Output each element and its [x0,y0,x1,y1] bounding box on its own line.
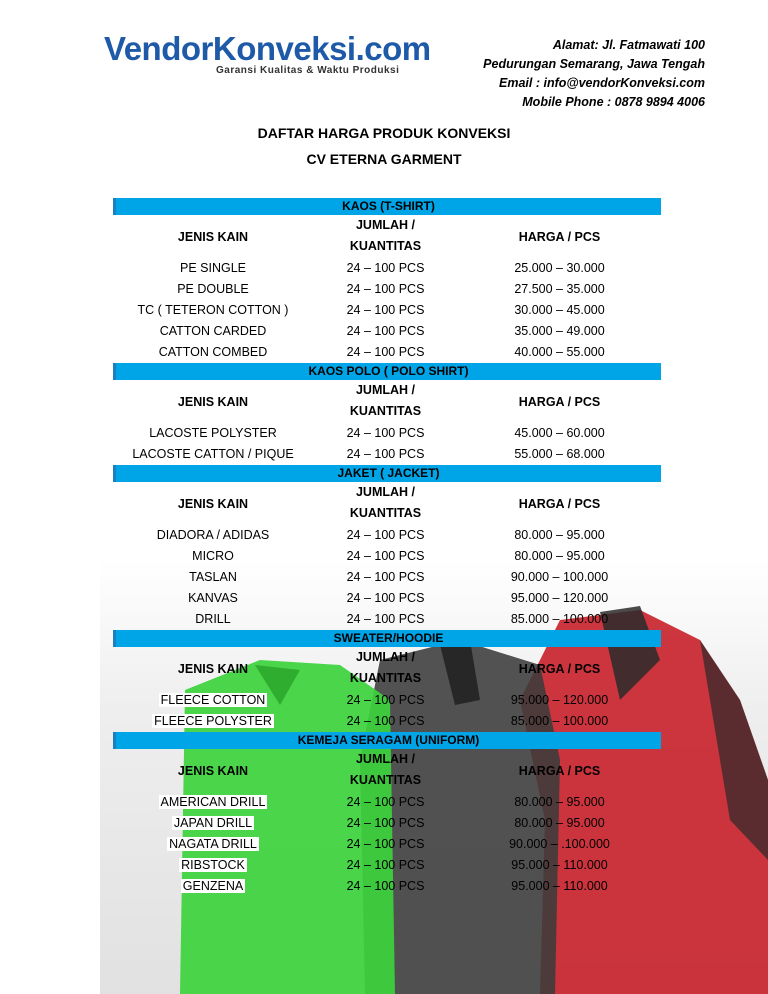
section-header: KAOS POLO ( POLO SHIRT) [113,363,661,380]
fabric-name: CATTON COMBED [158,345,268,359]
column-header-price: HARGA / PCS [518,661,601,676]
table-row [113,342,661,363]
price-cell: 90.000 – .100.000 [509,837,610,851]
address-line: Pedurungan Semarang, Jawa Tengah [483,57,705,71]
table-row [113,609,661,630]
quantity-cell: 24 – 100 PCS [346,714,425,728]
fabric-name: KANVAS [188,591,238,605]
fabric-name: LACOSTE POLYSTER [149,426,277,440]
price-cell: 40.000 – 55.000 [514,345,605,359]
document-title [0,120,768,172]
column-header-fabric: JENIS KAIN [177,496,249,511]
fabric-cell [113,690,313,711]
price-table [113,198,661,897]
column-header-row [113,215,661,258]
qty-header-line-2: KUANTITAS [349,506,422,520]
qty-header-line-1: JUMLAH / [355,752,416,766]
column-header-price: HARGA / PCS [518,229,601,244]
fabric-cell [113,342,313,363]
price-cell: 95.000 – 120.000 [510,591,609,605]
table-row [113,690,661,711]
fabric-cell [113,834,313,855]
fabric-name: TC ( TETERON COTTON ) [137,303,289,317]
table-row [113,279,661,300]
qty-header-line-2: KUANTITAS [349,239,422,253]
quantity-cell: 24 – 100 PCS [346,837,425,851]
column-header-row [113,380,661,423]
price-section [113,363,661,465]
logo-tagline: Garansi Kualitas & Waktu Produksi [216,65,400,76]
fabric-cell [113,258,313,279]
quantity-cell: 24 – 100 PCS [346,570,425,584]
fabric-name: FLEECE COTTON [160,693,266,707]
table-row [113,444,661,465]
qty-header-line-1: JUMLAH / [355,485,416,499]
title-line-2: CV ETERNA GARMENT [306,151,462,167]
column-header-qty [313,215,458,258]
quantity-cell: 24 – 100 PCS [346,426,425,440]
column-header-fabric: JENIS KAIN [177,229,249,244]
column-header-qty [313,482,458,525]
table-row [113,300,661,321]
fabric-cell [113,444,313,465]
table-row [113,258,661,279]
price-cell: 90.000 – 100.000 [510,570,609,584]
fabric-cell [113,279,313,300]
price-cell: 25.000 – 30.000 [514,261,605,275]
fabric-cell [113,300,313,321]
fabric-name: JAPAN DRILL [173,816,253,830]
price-cell: 85.000 – 100.000 [510,714,609,728]
price-cell: 27.500 – 35.000 [514,282,605,296]
table-row [113,525,661,546]
fabric-name: PE SINGLE [180,261,246,275]
company-logo [104,30,431,76]
fabric-name: CATTON CARDED [159,324,267,338]
fabric-name: AMERICAN DRILL [160,795,266,809]
table-row [113,792,661,813]
price-cell: 80.000 – 95.000 [514,528,605,542]
qty-header-line-1: JUMLAH / [355,650,416,664]
table-row [113,813,661,834]
section-header: KAOS (T-SHIRT) [113,198,661,215]
fabric-name: TASLAN [189,570,237,584]
fabric-cell [113,423,313,444]
price-cell: 95.000 – 120.000 [510,693,609,707]
logo-name: VendorKonveksi [104,30,356,67]
quantity-cell: 24 – 100 PCS [346,816,425,830]
quantity-cell: 24 – 100 PCS [346,345,425,359]
fabric-cell [113,546,313,567]
price-section [113,198,661,363]
fabric-cell [113,711,313,732]
qty-header-line-2: KUANTITAS [349,773,422,787]
table-row [113,855,661,876]
column-header-row [113,482,661,525]
quantity-cell: 24 – 100 PCS [346,693,425,707]
table-row [113,546,661,567]
quantity-cell: 24 – 100 PCS [346,879,425,893]
column-header-fabric: JENIS KAIN [177,763,249,778]
column-header-row [113,749,661,792]
price-section [113,465,661,630]
address-line: Alamat: Jl. Fatmawati 100 [552,38,705,52]
column-header-price: HARGA / PCS [518,763,601,778]
quantity-cell: 24 – 100 PCS [346,549,425,563]
table-row [113,321,661,342]
fabric-name: FLEECE POLYSTER [154,714,272,728]
fabric-cell [113,792,313,813]
column-header-qty [313,380,458,423]
table-row [113,567,661,588]
fabric-name: LACOSTE CATTON / PIQUE [132,447,294,461]
quantity-cell: 24 – 100 PCS [346,324,425,338]
price-cell: 95.000 – 110.000 [511,858,608,872]
quantity-cell: 24 – 100 PCS [346,303,425,317]
column-header-fabric: JENIS KAIN [177,661,249,676]
column-header-price: HARGA / PCS [518,496,601,511]
price-section [113,630,661,732]
section-header: KEMEJA SERAGAM (UNIFORM) [113,732,661,749]
table-row [113,423,661,444]
price-cell: 85.000 – 100.000 [510,612,609,626]
price-cell: 35.000 – 49.000 [514,324,605,338]
table-row [113,876,661,897]
section-header: JAKET ( JACKET) [113,465,661,482]
fabric-cell [113,855,313,876]
quantity-cell: 24 – 100 PCS [346,282,425,296]
email-line: Email : info@vendorKonveksi.com [499,76,705,90]
fabric-name: DIADORA / ADIDAS [156,528,270,542]
quantity-cell: 24 – 100 PCS [346,591,425,605]
quantity-cell: 24 – 100 PCS [346,858,425,872]
quantity-cell: 24 – 100 PCS [346,261,425,275]
logo-domain: .com [355,30,431,67]
fabric-cell [113,525,313,546]
fabric-cell [113,609,313,630]
table-row [113,588,661,609]
price-cell: 30.000 – 45.000 [514,303,605,317]
quantity-cell: 24 – 100 PCS [346,528,425,542]
price-cell: 95.000 – 110.000 [511,879,608,893]
price-cell: 55.000 – 68.000 [514,447,605,461]
price-cell: 45.000 – 60.000 [514,426,605,440]
title-line-1: DAFTAR HARGA PRODUK KONVEKSI [257,125,511,141]
fabric-cell [113,876,313,897]
quantity-cell: 24 – 100 PCS [346,447,425,461]
column-header-qty [313,647,458,690]
column-header-row [113,647,661,690]
fabric-name: RIBSTOCK [181,858,245,872]
column-header-price: HARGA / PCS [518,394,601,409]
price-cell: 80.000 – 95.000 [514,549,605,563]
price-section [113,732,661,897]
contact-address [483,36,705,112]
fabric-name: GENZENA [182,879,244,893]
fabric-name: DRILL [195,612,231,626]
logo-wordmark [104,30,431,68]
price-cell: 80.000 – 95.000 [514,816,605,830]
fabric-name: NAGATA DRILL [169,837,257,851]
fabric-cell [113,567,313,588]
fabric-cell [113,588,313,609]
table-row [113,834,661,855]
fabric-cell [113,813,313,834]
qty-header-line-1: JUMLAH / [355,383,416,397]
phone-line: Mobile Phone : 0878 9894 4006 [522,95,705,109]
qty-header-line-2: KUANTITAS [349,404,422,418]
fabric-name: MICRO [192,549,234,563]
fabric-cell [113,321,313,342]
table-row [113,711,661,732]
quantity-cell: 24 – 100 PCS [346,795,425,809]
qty-header-line-2: KUANTITAS [349,671,422,685]
price-cell: 80.000 – 95.000 [514,795,605,809]
fabric-name: PE DOUBLE [177,282,249,296]
column-header-qty [313,749,458,792]
qty-header-line-1: JUMLAH / [355,218,416,232]
quantity-cell: 24 – 100 PCS [346,612,425,626]
section-header: SWEATER/HOODIE [113,630,661,647]
column-header-fabric: JENIS KAIN [177,394,249,409]
